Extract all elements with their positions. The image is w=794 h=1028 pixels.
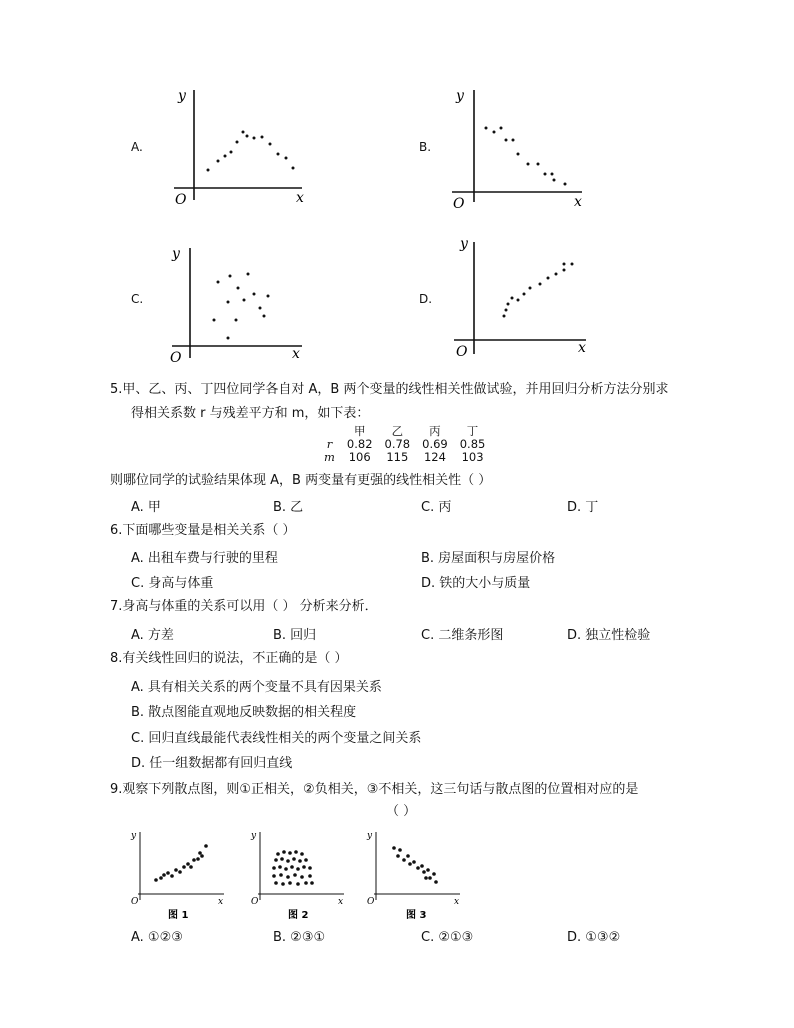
data-points (213, 273, 270, 340)
table-row: r 0.82 0.78 0.69 0.85 (326, 437, 486, 451)
q9-option-a[interactable]: A. ①②③ (131, 930, 183, 945)
q8-option-c[interactable]: C. 回归直线最能代表线性相关的两个变量之间关系 (131, 731, 422, 746)
q8-option-a[interactable]: A. 具有相关关系的两个变量不具有因果关系 (131, 680, 382, 695)
option-a-label: A. (131, 140, 143, 154)
q8-stem: 8.有关线性回归的说法，不正确的是（ ） (110, 651, 348, 666)
q7-option-d[interactable]: D. 独立性检验 (567, 628, 651, 643)
option-d-label: D. (419, 292, 433, 306)
data-points (207, 131, 295, 172)
q5-option-b[interactable]: B. 乙 (273, 500, 304, 515)
y-label: y (131, 831, 137, 841)
x-label: x (574, 194, 582, 210)
q7-stem: 7.身高与体重的关系可以用（ ） 分析来分析． (110, 599, 378, 614)
x-label: x (578, 340, 586, 356)
q6-option-d[interactable]: D. 铁的大小与质量 (421, 576, 531, 591)
fig3-caption: 图 3 (406, 910, 427, 921)
x-label: x (338, 897, 344, 907)
q5-option-a[interactable]: A. 甲 (131, 500, 161, 515)
x-label: x (218, 897, 224, 907)
y-label: y (251, 831, 257, 841)
option-b-label: B. (419, 140, 432, 154)
q6-option-c[interactable]: C. 身高与体重 (131, 576, 214, 591)
q6-option-b[interactable]: B. 房屋面积与房屋价格 (421, 551, 556, 566)
data-points (272, 850, 314, 886)
q7-option-b[interactable]: B. 回归 (273, 628, 317, 643)
q7-option-a[interactable]: A. 方差 (131, 628, 174, 643)
q7-option-c[interactable]: C. 二维条形图 (421, 628, 504, 643)
origin-label: O (175, 192, 187, 208)
q5-line1: 5.甲、乙、丙、丁四位同学各自对 A，B 两个变量的线性相关性做试验，并用回归分析方法分别求 (110, 382, 669, 397)
scatter-plot-b (448, 82, 588, 212)
x-label: x (292, 346, 300, 362)
origin-label: O (456, 344, 468, 360)
data-points (392, 846, 438, 884)
q5-line3: 则哪位同学的试验结果体现 A，B 两变量有更强的线性相关性（ ） (110, 473, 492, 488)
table-header-row: 甲 乙 丙 丁 (353, 424, 479, 438)
table-row: m 106 115 124 103 (324, 450, 484, 464)
option-c-label: C. (131, 292, 144, 306)
q9-option-b[interactable]: B. ②③① (273, 930, 326, 945)
fig2-caption: 图 2 (288, 910, 309, 921)
q9-option-c[interactable]: C. ②①③ (421, 930, 474, 945)
y-label: y (460, 236, 468, 252)
origin-label: O (367, 897, 375, 907)
fig1-caption: 图 1 (168, 910, 189, 921)
scatter-plot-c (168, 240, 308, 366)
q8-option-b[interactable]: B. 散点图能直观地反映数据的相关程度 (131, 705, 357, 720)
x-label: x (454, 897, 460, 907)
fig2-scatter (248, 826, 348, 924)
scatter-plot-a (170, 82, 310, 210)
q9-option-d[interactable]: D. ①③② (567, 930, 621, 945)
x-label: x (296, 190, 304, 206)
q5-line2: 得相关系数 r 与残差平方和 m，如下表： (131, 406, 370, 421)
q6-stem: 6.下面哪些变量是相关关系（ ） (110, 523, 296, 538)
y-label: y (456, 88, 464, 104)
q9-answer-paren: （ ） (386, 804, 417, 819)
q8-option-d[interactable]: D. 任一组数据都有回归直线 (131, 756, 293, 771)
scatter-plot-d (452, 234, 592, 360)
y-label: y (178, 88, 186, 104)
q5-option-c[interactable]: C. 丙 (421, 500, 452, 515)
origin-label: O (131, 897, 139, 907)
data-points (154, 844, 208, 882)
origin-label: O (453, 196, 465, 212)
y-label: y (367, 831, 373, 841)
y-label: y (172, 246, 180, 262)
fig3-scatter (364, 826, 464, 924)
q9-stem: 9.观察下列散点图，则①正相关，②负相关，③不相关，这三句话与散点图的位置相对应的是 (110, 782, 639, 797)
data-points (485, 127, 567, 186)
q5-option-d[interactable]: D. 丁 (567, 500, 599, 515)
q5-table (318, 425, 491, 464)
origin-label: O (170, 350, 182, 366)
fig1-scatter (128, 826, 228, 924)
data-points (503, 263, 574, 318)
origin-label: O (251, 897, 259, 907)
q6-option-a[interactable]: A. 出租车费与行驶的里程 (131, 551, 278, 566)
